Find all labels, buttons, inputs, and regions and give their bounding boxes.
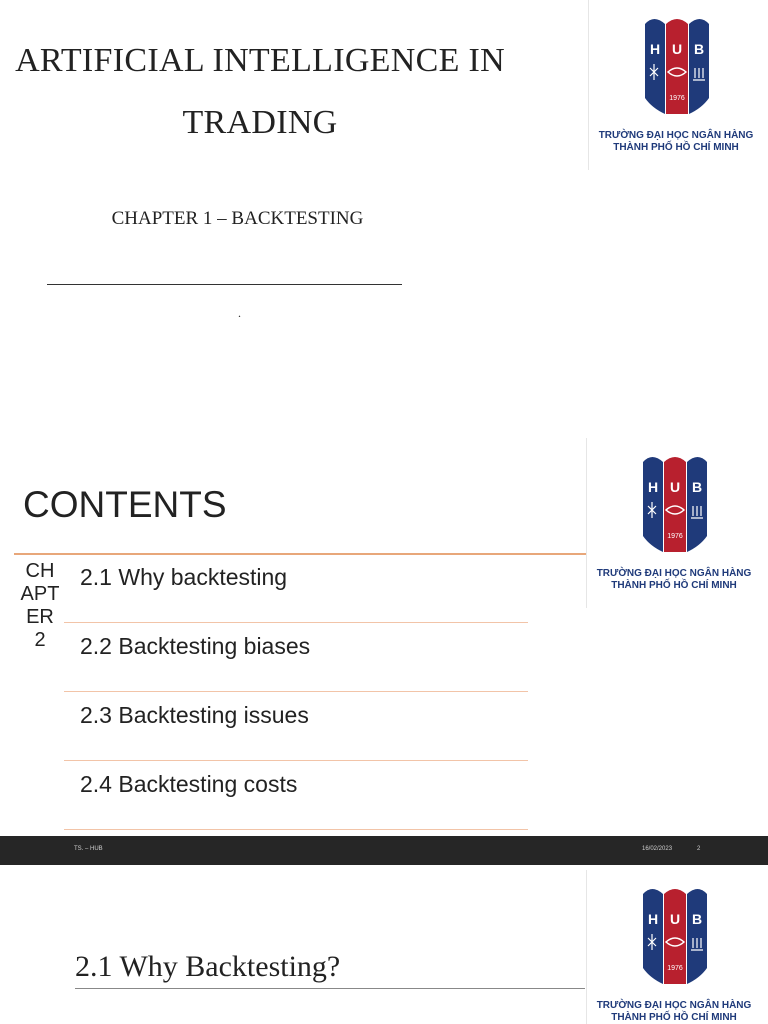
logo-line-1: TRƯỜNG ĐẠI HỌC NGÂN HÀNG — [596, 1000, 752, 1011]
item-label: 2.1 Why backtesting — [80, 564, 288, 590]
chapter-label: CHAPTER 2 — [20, 560, 60, 651]
svg-text:B: B — [691, 479, 703, 495]
logo-line-2: THÀNH PHỐ HỒ CHÍ MINH — [613, 142, 739, 153]
row-divider — [64, 829, 528, 830]
slide-2 — [0, 436, 768, 865]
slide-1 — [0, 0, 768, 432]
hub-shield-icon — [640, 448, 710, 552]
list-item[interactable] — [64, 623, 528, 692]
divider-line — [47, 284, 402, 285]
slide-3 — [0, 868, 768, 1024]
footer-author: TS. – HUB — [74, 846, 103, 852]
list-item[interactable] — [64, 692, 528, 761]
title-underline — [75, 988, 585, 989]
slide-footer — [0, 836, 768, 865]
footer-page-number: 2 — [697, 846, 701, 852]
svg-text:H: H — [649, 41, 661, 57]
section-title: 2.1 Why Backtesting? — [75, 950, 341, 983]
hub-logo — [586, 870, 762, 1024]
logo-line-2: THÀNH PHỐ HỒ CHÍ MINH — [611, 1012, 737, 1023]
svg-text:U: U — [669, 911, 681, 927]
hub-logo — [586, 438, 762, 608]
svg-text:H: H — [647, 479, 659, 495]
svg-text:B: B — [693, 41, 705, 57]
chapter-subtitle: CHAPTER 1 – BACKTESTING — [111, 208, 364, 229]
dot-mark: . — [238, 306, 241, 320]
contents-title: CONTENTS — [23, 484, 227, 525]
title-line-1: ARTIFICIAL INTELLIGENCE IN — [15, 42, 505, 79]
title-line-2: TRADING — [182, 104, 338, 141]
svg-text:1976: 1976 — [667, 533, 683, 540]
slide-title — [0, 30, 520, 154]
hub-shield-icon — [642, 10, 712, 114]
hub-logo — [588, 0, 764, 170]
footer-date: 16/02/2023 — [642, 846, 673, 852]
svg-text:U: U — [671, 41, 683, 57]
list-item[interactable] — [64, 554, 528, 623]
list-item[interactable] — [64, 761, 528, 830]
logo-line-1: TRƯỜNG ĐẠI HỌC NGÂN HÀNG — [596, 568, 752, 579]
svg-text:1976: 1976 — [669, 95, 685, 102]
logo-line-1: TRƯỜNG ĐẠI HỌC NGÂN HÀNG — [598, 130, 754, 141]
svg-text:H: H — [647, 911, 659, 927]
item-label: 2.3 Backtesting issues — [80, 702, 309, 728]
svg-text:1976: 1976 — [667, 965, 683, 972]
logo-line-2: THÀNH PHỐ HỒ CHÍ MINH — [611, 580, 737, 591]
svg-text:U: U — [669, 479, 681, 495]
svg-text:B: B — [691, 911, 703, 927]
item-label: 2.4 Backtesting costs — [80, 771, 298, 797]
item-label: 2.2 Backtesting biases — [80, 633, 311, 659]
hub-shield-icon — [640, 880, 710, 984]
